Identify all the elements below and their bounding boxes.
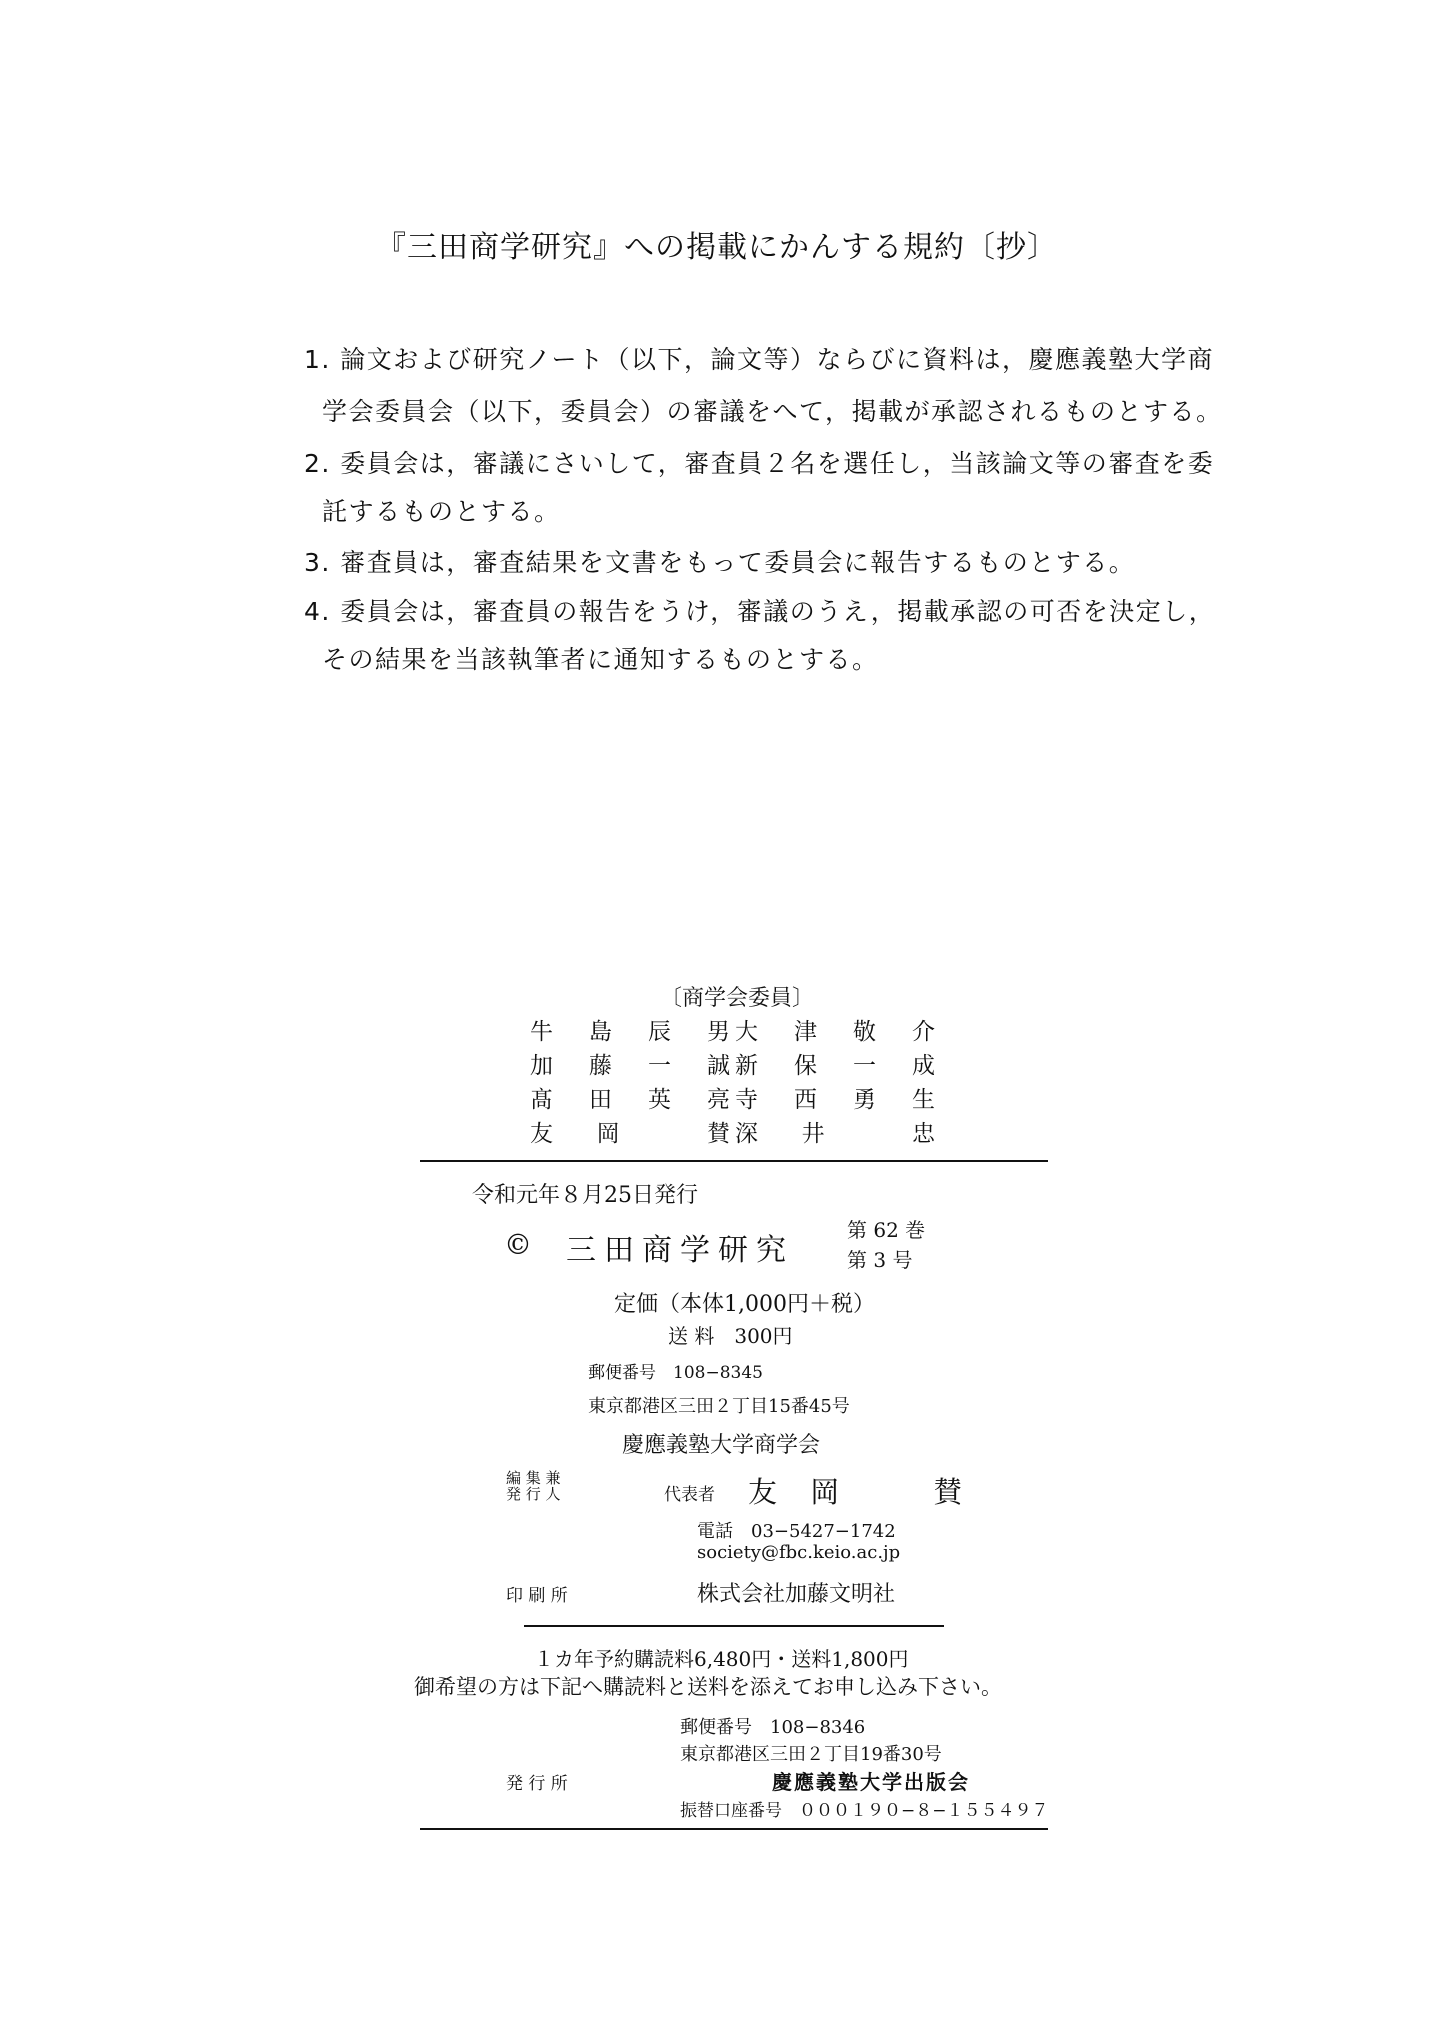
divider xyxy=(524,1625,944,1627)
rule-1-line-1: 1. 論文および研究ノート（以下，論文等）ならびに資料は，慶應義塾大学商 xyxy=(304,345,1215,374)
postage: 送 料 300円 xyxy=(668,1324,793,1348)
volume-label: 第 62 巻 xyxy=(847,1218,926,1242)
rule-2-line-2: 託するものとする。 xyxy=(322,497,561,526)
issue-date: 令和元年８月25日発行 xyxy=(472,1183,698,1208)
publisher-postal-code: 郵便番号 108−8346 xyxy=(680,1717,866,1738)
postal-code: 郵便番号 108−8345 xyxy=(588,1363,763,1383)
page-title: 『三田商学研究』への掲載にかんする規約〔抄〕 xyxy=(376,230,1058,265)
committee-member: 深 井 忠 xyxy=(735,1121,935,1147)
committee-member: 新 保 一 成 xyxy=(735,1053,935,1079)
price: 定価（本体1,000円＋税） xyxy=(614,1292,875,1317)
number-label: 第 3 号 xyxy=(847,1248,913,1272)
email: society@fbc.keio.ac.jp xyxy=(697,1542,901,1563)
representative-label: 代表者 xyxy=(664,1485,715,1505)
committee-member: 大 津 敬 介 xyxy=(735,1019,935,1045)
rule-3-line-1: 3. 審査員は，審査結果を文書をもって委員会に報告するものとする。 xyxy=(304,548,1136,577)
annual-subscription: １カ年予約購読料6,480円・送料1,800円 xyxy=(534,1647,909,1671)
printer-label: 印 刷 所 xyxy=(506,1586,568,1606)
committee-member: 加 藤 一 誠 xyxy=(530,1053,730,1079)
rule-4-line-1: 4. 委員会は，審査員の報告をうけ，審議のうえ，掲載承認の可否を決定し， xyxy=(304,597,1216,626)
divider xyxy=(420,1160,1048,1162)
committee-member: 牛 島 辰 男 xyxy=(530,1019,730,1045)
journal-name: 三田商学研究 xyxy=(566,1233,794,1268)
publisher-name: 慶應義塾大学出版会 xyxy=(772,1770,970,1794)
divider xyxy=(420,1828,1048,1830)
rule-4-line-2: その結果を当該執筆者に通知するものとする。 xyxy=(322,645,879,674)
printer-name: 株式会社加藤文明社 xyxy=(697,1582,896,1607)
committee-member: 友 岡 賛 xyxy=(530,1121,730,1147)
transfer-account: 振替口座番号 ０００１９０−８−１５５４９７ xyxy=(680,1801,1049,1821)
rule-2-line-1: 2. 委員会は，審議にさいして，審査員２名を選任し，当該論文等の審査を委 xyxy=(304,449,1215,478)
committee-member: 寺 西 勇 生 xyxy=(735,1087,935,1113)
editor-label: 編 集 兼 発 行 人 xyxy=(506,1469,561,1503)
committee-heading: 〔商学会委員〕 xyxy=(660,986,815,1011)
representative-name: 友 岡 賛 xyxy=(748,1475,975,1509)
publisher-label: 発 行 所 xyxy=(506,1774,568,1794)
committee-member: 髙 田 英 亮 xyxy=(530,1087,730,1113)
copyright-mark: © xyxy=(504,1228,532,1261)
publisher-address: 東京都港区三田２丁目19番30号 xyxy=(680,1744,942,1765)
phone: 電話 03−5427−1742 xyxy=(697,1521,896,1542)
subscription-notice: 御希望の方は下記へ購読料と送料を添えてお申し込み下さい。 xyxy=(414,1675,1002,1699)
society-name: 慶應義塾大学商学会 xyxy=(622,1433,821,1458)
rule-1-line-2: 学会委員会（以下，委員会）の審議をへて，掲載が承認されるものとする。 xyxy=(322,397,1223,426)
address: 東京都港区三田２丁目15番45号 xyxy=(588,1396,850,1417)
